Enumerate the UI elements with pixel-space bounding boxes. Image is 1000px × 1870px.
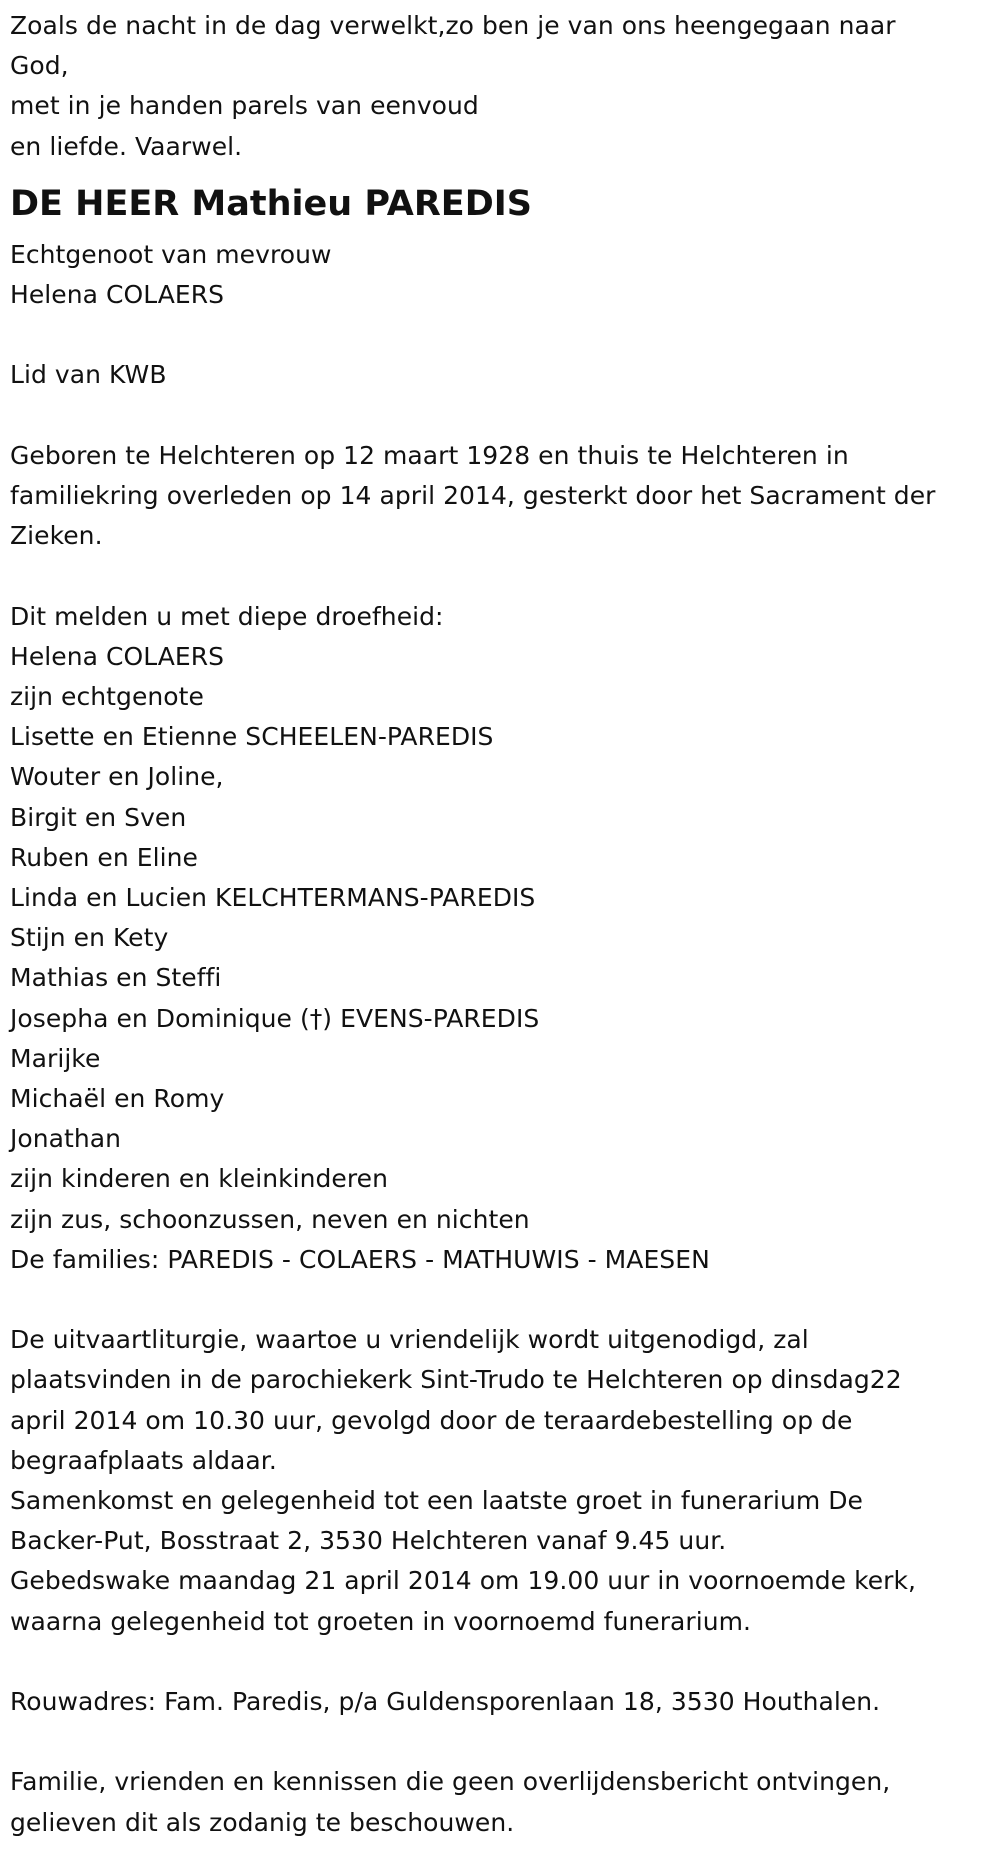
funeral-line: plaatsvinden in de parochiekerk Sint-Trudo te Helchteren op dinsdag22 [10, 1365, 902, 1395]
spouse-info [10, 235, 992, 1843]
spacer [10, 396, 992, 436]
birth-death-line: familiekring overleden op 14 april 2014, gesterkt door het Sacrament der [10, 481, 936, 510]
membership-line: Lid van KWB [10, 360, 167, 390]
spouse-line: Helena COLAERS [10, 280, 225, 310]
poem-line: Zoals de nacht in de dag verwelkt,zo ben je van ons heengegaan naar [10, 11, 896, 40]
funeral-line: april 2014 om 10.30 uur, gevolgd door de teraardebestelling op de [10, 1405, 853, 1435]
announcer-line: Stijn en Kety [10, 923, 169, 953]
birth-death-line: Zieken. [10, 521, 103, 551]
announcer-line: zijn zus, schoonzussen, neven en nichten [10, 1204, 530, 1234]
announcer-line: Michaël en Romy [10, 1084, 225, 1114]
poem-line: met in je handen parels van eenvoud [10, 91, 479, 121]
announcer-line: Lisette en Etienne SCHEELEN-PAREDIS [10, 722, 494, 752]
spacer [10, 315, 992, 355]
announcer-line: Jonathan [10, 1124, 122, 1154]
funeral-line: Gebedswake maandag 21 april 2014 om 19.00 uur in voornoemde kerk, [10, 1566, 917, 1596]
poem-line: God, [10, 51, 69, 81]
deceased-name-title: DE HEER Mathieu PAREDIS [10, 183, 532, 224]
announcer-line: Linda en Lucien KELCHTERMANS-PAREDIS [10, 883, 536, 913]
funeral-line: Backer-Put, Bosstraat 2, 3530 Helchteren vanaf 9.45 uur. [10, 1526, 727, 1556]
announcer-line: zijn echtgenote [10, 682, 204, 711]
announcer-line: Marijke [10, 1043, 101, 1073]
announcer-line: Wouter en Joline, [10, 762, 224, 792]
spacer [10, 1642, 992, 1682]
birth-death-line: Geboren te Helchteren op 12 maart 1928 en thuis te Helchteren in [10, 440, 849, 470]
funeral-line: begraafplaats aldaar. [10, 1445, 277, 1475]
announcer-line: Birgit en Sven [10, 802, 187, 832]
announcer-line: Dit melden u met diepe droefheid: [10, 601, 444, 631]
mourning-address: Rouwadres: Fam. Paredis, p/a Guldensporenlaan 18, 3530 Houthalen. [10, 1687, 881, 1717]
poem-line: en liefde. Vaarwel. [10, 131, 243, 161]
funeral-line: waarna gelegenheid tot groeten in voornoemd funerarium. [10, 1606, 752, 1636]
spacer [10, 1722, 992, 1762]
announcer-line: Ruben en Eline [10, 842, 198, 872]
spouse-line: Echtgenoot van mevrouw [10, 239, 332, 269]
closing-line: gelieven dit als zodanig te beschouwen. [10, 1807, 515, 1837]
funeral-line: De uitvaartliturgie, waartoe u vriendelijk wordt uitgenodigd, zal [10, 1325, 809, 1355]
announcer-line: De families: PAREDIS - COLAERS - MATHUWIS - MAESEN [10, 1244, 710, 1274]
announcer-line: zijn kinderen en kleinkinderen [10, 1164, 388, 1194]
poem [10, 6, 992, 167]
announcer-line: Josepha en Dominique (†) EVENS-PAREDIS [10, 1003, 540, 1033]
announcer-line: Helena COLAERS [10, 641, 225, 671]
announcer-line: Mathias en Steffi [10, 963, 222, 993]
spacer [10, 1280, 992, 1320]
funeral-line: Samenkomst en gelegenheid tot een laatste groet in funerarium De [10, 1486, 863, 1516]
spacer [10, 556, 992, 596]
closing-line: Familie, vrienden en kennissen die geen overlijdensbericht ontvingen, [10, 1767, 891, 1797]
